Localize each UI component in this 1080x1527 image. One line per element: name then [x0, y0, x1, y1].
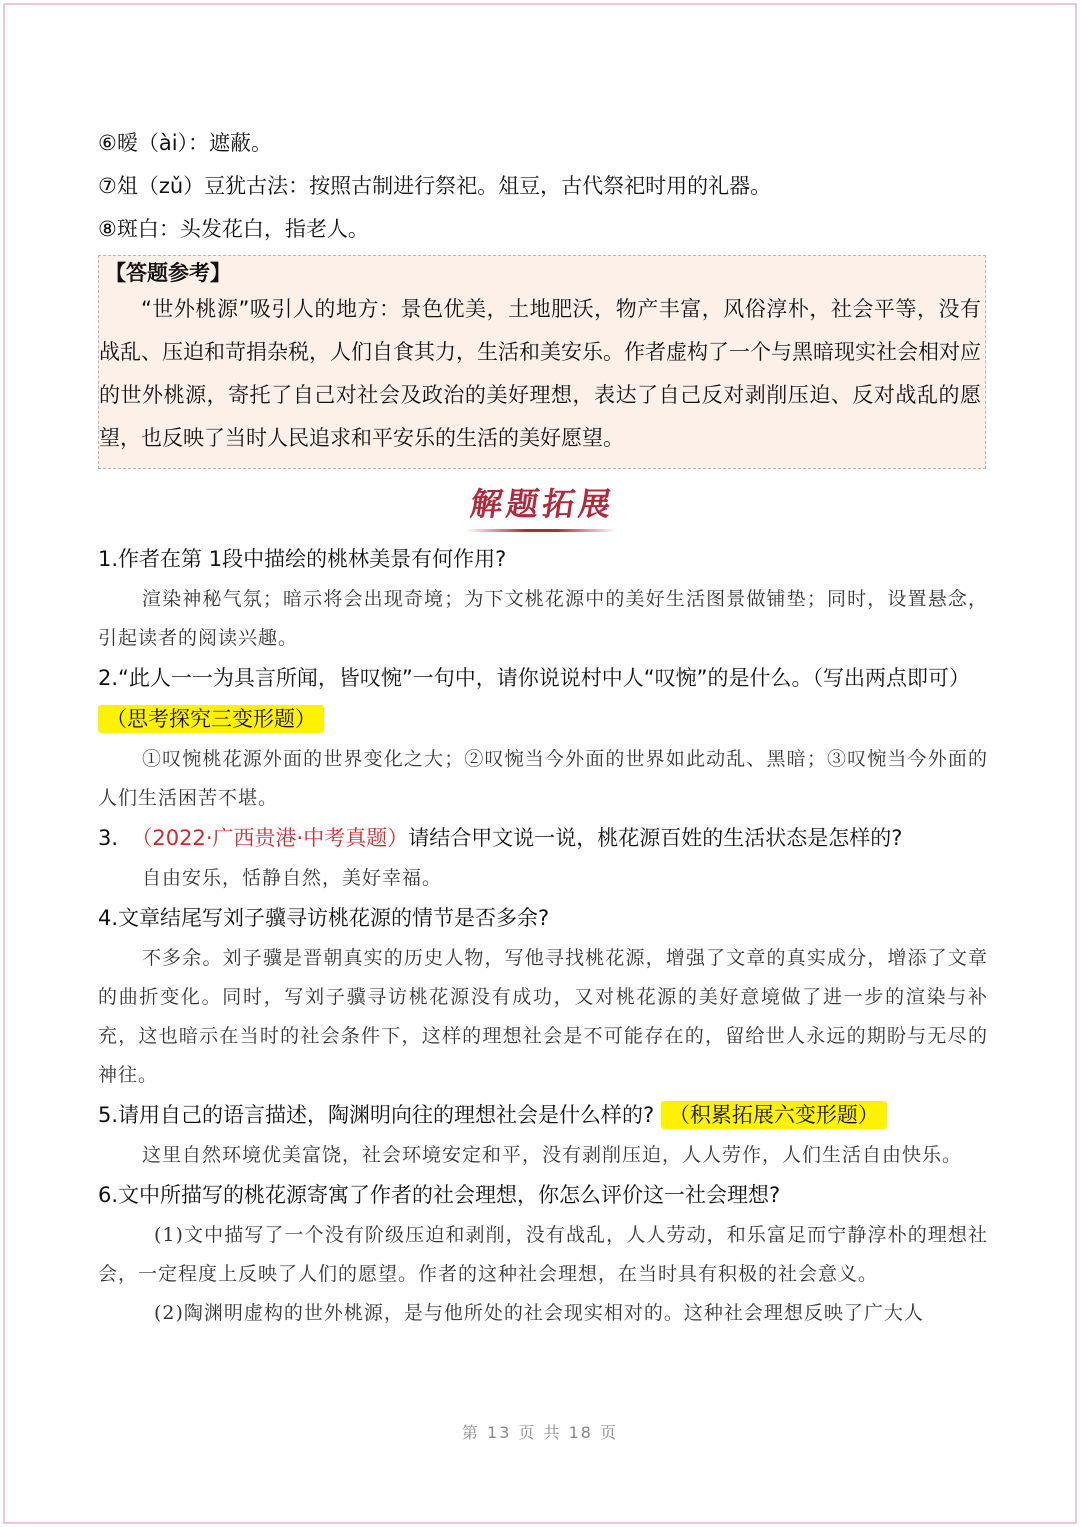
question-2-text: 2.“此人一一为具言所闻，皆叹惋”一句中，请你说说村中人“叹惋”的是什么。（写出两点即可）: [98, 666, 971, 690]
note-8: ⑧斑白：头发花白，指老人。: [98, 217, 369, 241]
page-content: [98, 122, 988, 1333]
question-3-number: 3.: [98, 826, 119, 850]
page-footer: 第 13 页 共 18 页: [461, 1423, 619, 1442]
question-2-tag: （思考探究三变形题）: [98, 705, 324, 733]
answer-4: 不多余。刘子骥是晋朝真实的历史人物，写他寻找桃花源，增强了文章的真实成分，增添了文章的曲折变化。同时，写刘子骥寻访桃花源没有成功，又对桃花源的美好意境做了进一步的渲染与补充，这也暗示在当时的社会条件下，这样的理想社会是不可能存在的，留给世人永远的期盼与无尽的神往。: [98, 947, 988, 1086]
section-heading-text: 解题拓展: [468, 485, 618, 523]
question-5-text: 5.请用自己的语言描述，陶渊明向往的理想社会是什么样的?: [98, 1103, 655, 1127]
question-3-tag: （2022·广西贵港·中考真题）: [131, 826, 409, 850]
question-3-text: 请结合甲文说一说，桃花源百姓的生活状态是怎样的?: [408, 826, 903, 850]
answer-reference-box: [98, 255, 986, 469]
answer-6-part-2: (2)陶渊明虚构的世外桃源，是与他所处的社会现实相对的。这种社会理想反映了广大人: [154, 1302, 924, 1324]
question-5: [98, 1095, 988, 1136]
question-4: 4.文章结尾写刘子骥寻访桃花源的情节是否多余?: [98, 906, 550, 930]
question-2: [98, 658, 988, 740]
section-heading: [98, 479, 988, 539]
question-6: 6.文中所描写的桃花源寄寓了作者的社会理想，你怎么评价这一社会理想?: [98, 1183, 781, 1207]
heading-underline: [466, 529, 616, 532]
answer-5: 这里自然环境优美富饶，社会环境安定和平，没有剥削压迫，人人劳作，人们生活自由快乐。: [142, 1144, 963, 1166]
answer-reference-body: “世外桃源”吸引人的地方：景色优美，土地肥沃，物产丰富，风俗淳朴，社会平等，没有战乱、压迫和苛捐杂税，人们自食其力，生活和美安乐。作者虚构了一个与黑暗现实社会相对应的世外桃源，寄托了自己对社会及政治的美好理想，表达了自己反对剥削压迫、反对战乱的愿望，也反映了当时人民追求和平安乐的生活的美好愿望。: [99, 297, 981, 450]
question-3: [98, 818, 988, 859]
question-5-tag: （积累拓展六变形题）: [661, 1101, 887, 1129]
question-1: 1.作者在第 1段中描绘的桃林美景有何作用?: [98, 547, 507, 571]
answer-3: 自由安乐，恬静自然，美好幸福。: [142, 867, 443, 889]
note-6: ⑥暧（ài）：遮蔽。: [98, 131, 273, 155]
answer-6-part-1: (1)文中描写了一个没有阶级压迫和剥削，没有战乱，人人劳动，和乐富足而宁静淳朴的理想社会，一定程度上反映了人们的愿望。作者的这种社会理想，在当时具有积极的社会意义。: [98, 1224, 988, 1285]
note-7: ⑦俎（zǔ）豆犹古法：按照古制进行祭祀。俎豆，古代祭祀时用的礼器。: [98, 174, 772, 198]
answer-reference-title: 【答题参考】: [105, 261, 231, 285]
answer-2: ①叹惋桃花源外面的世界变化之大；②叹惋当今外面的世界如此动乱、黑暗；③叹惋当今外面的人们生活困苦不堪。: [98, 748, 988, 809]
answer-1: 渲染神秘气氛；暗示将会出现奇境；为下文桃花源中的美好生活图景做铺垫；同时，设置悬念，引起读者的阅读兴趣。: [98, 588, 988, 649]
